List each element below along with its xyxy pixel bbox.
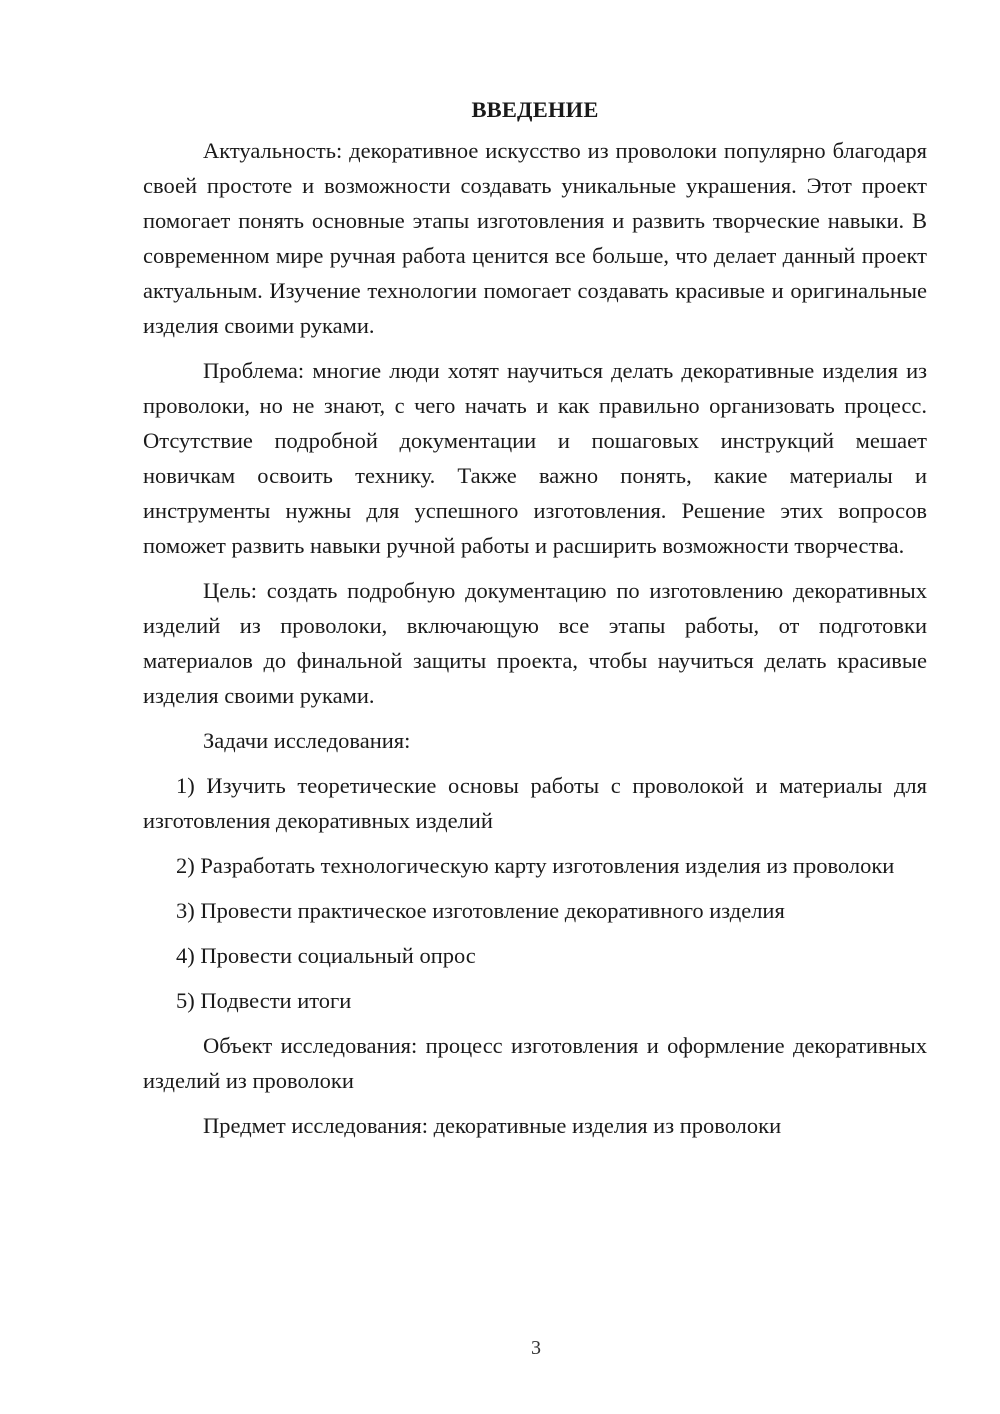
subject-paragraph: Предмет исследования: декоративные изделия из проволоки [203,1113,782,1138]
goal-paragraph: Цель: создать подробную документацию по изготовлению декоративных изделий из проволоки, включающую все этапы работы, от подготовки материалов до финальной защиты проекта, чтобы научиться делать красивые изделия своими руками. [143,578,927,708]
relevance-paragraph: Актуальность: декоративное искусство из проволоки популярно благодаря своей простоте и возможности создавать уникальные украшения. Этот проект помогает понять основные этапы изготовления и развить творческие навыки. В современном мире ручная работа ценится все больше, что делает данный проект актуальным. Изучение технологии помогает создавать красивые и оригинальные изделия своими руками. [143,138,927,338]
task-item: 5) Подвести итоги [176,988,352,1013]
section-title: ВВЕДЕНИЕ [471,97,599,122]
object-paragraph: Объект исследования: процесс изготовления и оформление декоративных изделий из проволоки [143,1033,927,1093]
task-item: 4) Провести социальный опрос [176,943,476,968]
problem-paragraph: Проблема: многие люди хотят научиться делать декоративные изделия из проволоки, но не знают, с чего начать и как правильно организовать процесс. Отсутствие подробной документации и пошаговых инструкций мешает новичкам освоить технику. Также важно понять, какие материалы и инструменты нужны для успешного изготовления. Решение этих вопросов поможет развить навыки ручной работы и расширить возможности творчества. [143,358,927,558]
tasks-heading: Задачи исследования: [203,728,411,753]
page-content [143,92,927,1153]
task-item: 3) Провести практическое изготовление декоративного изделия [176,898,785,923]
page-number: 3 [531,1337,541,1359]
task-item: 1) Изучить теоретические основы работы с проволокой и материалы для изготовления декоративных изделий [143,773,927,833]
task-item: 2) Разработать технологическую карту изготовления изделия из проволоки [176,853,895,878]
